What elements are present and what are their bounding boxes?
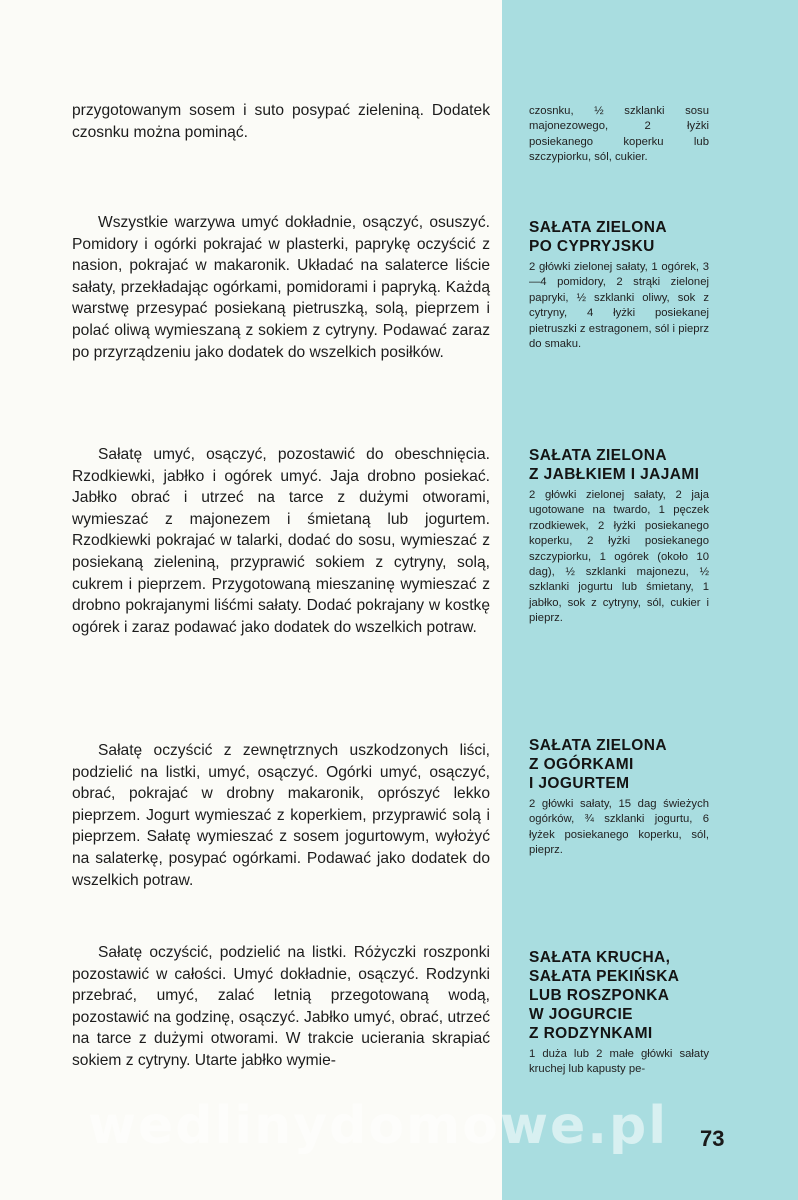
paragraph-cypryjsku bbox=[72, 212, 490, 363]
title-line: SAŁATA PEKIŃSKA bbox=[529, 968, 680, 985]
recipe-title bbox=[529, 218, 709, 256]
recipe-title bbox=[529, 446, 709, 484]
ingredients-text: czosnku, ½ szklanki sosu majonezowego, 2 łyżki posiekanego koperku lub szczypiorku, sól, cukier. bbox=[529, 105, 709, 164]
title-line: W JOGURCIE bbox=[529, 1006, 633, 1023]
recipe-ogorkami bbox=[529, 736, 709, 859]
paragraph-text: Sałatę oczyścić, podzielić na listki. Różyczki roszponki pozostawić w całości. Umyć dokładnie, osączyć. Rodzynki przebrać, umyć, zalać letnią przegotowaną wodą, pozostawić na godzinę, osączyć. Jabłko umyć, obrać, utrzeć na tarce z dużymi otworami. W trakcie ucierania skrapiać sokiem z cytryny. Utarte jabłko wymie- bbox=[72, 944, 490, 1069]
title-line: SAŁATA ZIELONA bbox=[529, 447, 667, 464]
title-line: PO CYPRYJSKU bbox=[529, 238, 655, 255]
paragraph-continuation bbox=[72, 100, 490, 143]
ingredients-text: 2 główki zielonej sałaty, 1 ogórek, 3—4 pomidory, 2 strąki zielonej papryki, ½ szklanki oliwy, sok z cytryny, 4 łyżki posiekanej pietruszki z estragonem, sól i pieprz do smaku. bbox=[529, 261, 709, 351]
paragraph-krucha bbox=[72, 942, 490, 1072]
recipe-krucha bbox=[529, 948, 709, 1078]
title-line: LUB ROSZPONKA bbox=[529, 987, 670, 1004]
paragraph-text: Sałatę umyć, osączyć, pozostawić do obeschnięcia. Rzodkiewki, jabłko i ogórek umyć. Jaja drobno posiekać. Jabłko obrać i utrzeć na tarce z dużymi otworami, wymieszać z majonezem i śmietaną lub jogurtem. Rzodkiewki pokrajać w talarki, dodać do sosu, wymieszać z posiekaną zieleniną, przyprawić sokiem z cytryny, solą, cukrem i pieprzem. Przygotowaną mieszaninę wymieszać z drobno pokrajanymi liśćmi sałaty. Dodać pokrajany w kostkę ogórek i zaraz podawać jako dodatek do wszelkich potraw. bbox=[72, 446, 490, 636]
title-line: SAŁATA ZIELONA bbox=[529, 737, 667, 754]
recipe-title bbox=[529, 736, 709, 793]
sidebar-intro bbox=[529, 104, 709, 166]
title-line: Z OGÓRKAMI bbox=[529, 756, 634, 773]
watermark: wedlinydomowe.pl bbox=[88, 1096, 669, 1156]
title-line: SAŁATA KRUCHA, bbox=[529, 949, 671, 966]
recipe-title bbox=[529, 948, 709, 1043]
ingredients-text: 2 główki sałaty, 15 dag świeżych ogórków, ¾ szklanki jogurtu, 6 łyżek posiekanego koperku, sól, pieprz. bbox=[529, 798, 709, 857]
ingredients-text: 2 główki zielonej sałaty, 2 jaja ugotowane na twardo, 1 pęczek rzodkiewek, 2 łyżki posiekanego koperku, 2 łyżki posiekanego szczypiorku, 1 ogórek (około 10 dag), ½ szklanki majonezu, ½ szklanki jogurtu lub śmietany, 1 jabłko, sok z cytryny, sól, cukier i pieprz. bbox=[529, 489, 709, 625]
title-line: I JOGURTEM bbox=[529, 775, 630, 792]
paragraph-text: Sałatę oczyścić z zewnętrznych uszkodzonych liści, podzielić na listki, umyć, osączyć. Ogórki umyć, osączyć, obrać, pokrajać w drobny makaronik, oprószyć lekko pieprzem. Jogurt wymieszać z koperkiem, przyprawić solą i pieprzem. Sałatę wymieszać z sosem jogurtowym, wyłożyć na salaterkę, posypać ogórkami. Podawać jako dodatek do wszelkich potraw. bbox=[72, 742, 490, 889]
recipe-cypryjsku bbox=[529, 218, 709, 352]
paragraph-ogorkami bbox=[72, 740, 490, 891]
title-line: SAŁATA ZIELONA bbox=[529, 219, 667, 236]
page-number: 73 bbox=[700, 1126, 725, 1151]
paragraph-text: Wszystkie warzywa umyć dokładnie, osączyć, osuszyć. Pomidory i ogórki pokrajać w plasterki, paprykę oczyścić z nasion, pokrajać w makaronik. Układać na salaterce liście sałaty, przekładając ogórkami, pomidorami i papryką. Każdą warstwę przesypać posiekaną pietruszką, solą, pieprzem i polać oliwą wymieszaną z sokiem z cytryny. Podawać zaraz po przyrządzeniu jako dodatek do wszelkich posiłków. bbox=[72, 214, 490, 361]
title-line: Z RODZYNKAMI bbox=[529, 1025, 653, 1042]
paragraph-jablkiem bbox=[72, 444, 490, 638]
recipe-jablkiem bbox=[529, 446, 709, 627]
paragraph-text: przygotowanym sosem i suto posypać zieleniną. Dodatek czosnku można pominąć. bbox=[72, 102, 490, 141]
ingredients-text: 1 duża lub 2 małe główki sałaty kruchej lub kapusty pe- bbox=[529, 1048, 709, 1076]
title-line: Z JABŁKIEM I JAJAMI bbox=[529, 466, 700, 483]
